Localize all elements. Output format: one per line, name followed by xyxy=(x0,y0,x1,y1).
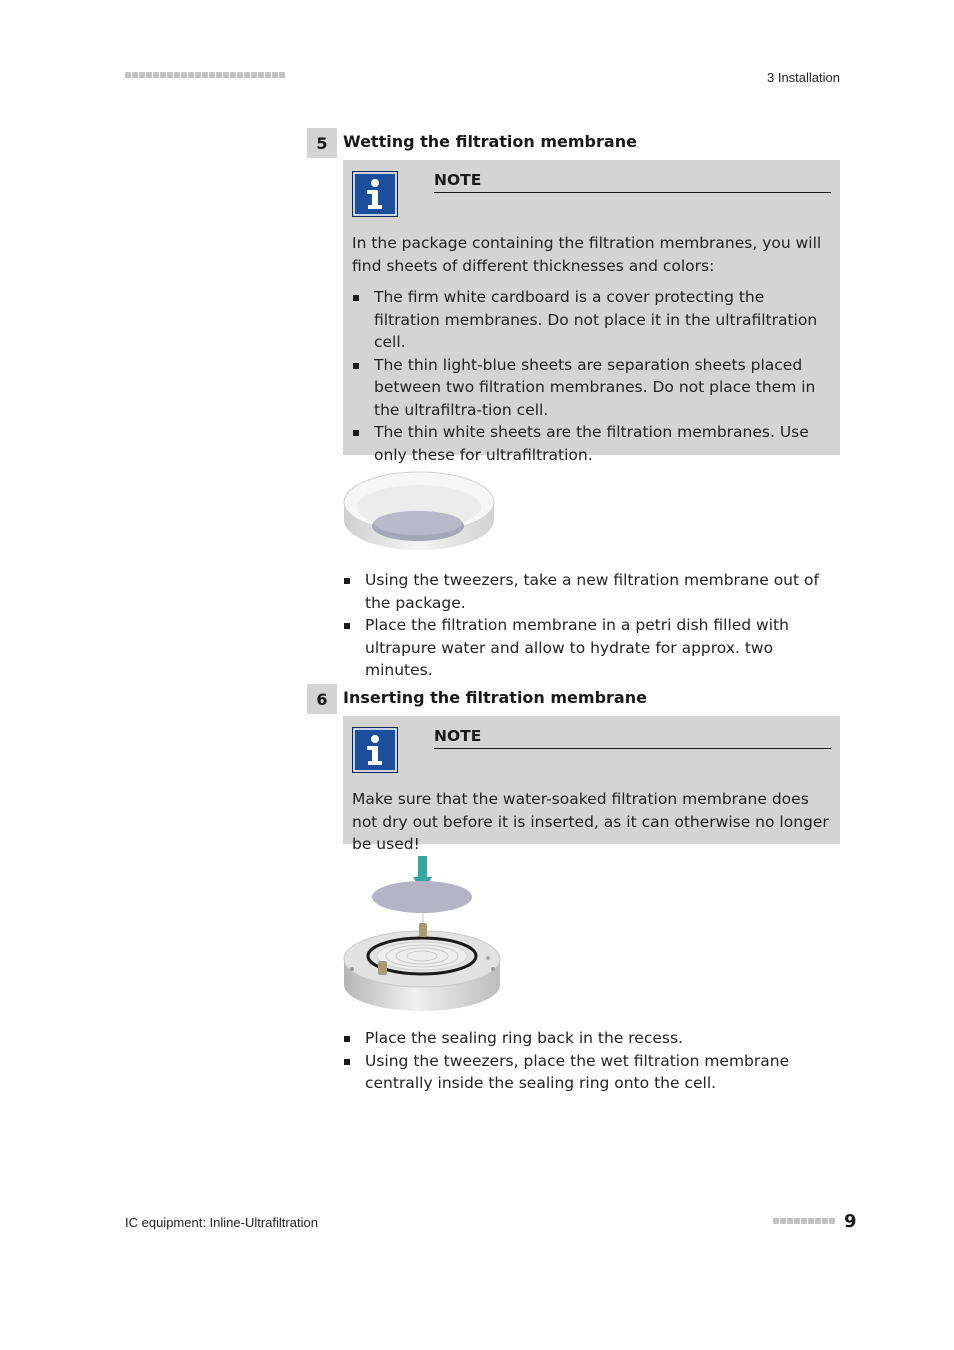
footer-decoration xyxy=(773,1218,835,1224)
list-item: The thin light-blue sheets are separation sheets placed between two filtration membranes. Do not place them in the ultrafiltra-tion cell. xyxy=(352,354,832,422)
page-number: 9 xyxy=(844,1211,857,1232)
list-item: The thin white sheets are the filtration membranes. Use only these for ultrafiltration. xyxy=(352,421,832,466)
step-number-6: 6 xyxy=(307,684,337,714)
header-decoration xyxy=(125,72,285,78)
list-item: Place the sealing ring back in the recess. xyxy=(343,1027,843,1050)
cell-membrane-illustration xyxy=(343,853,503,1019)
list-item: Place the filtration membrane in a petri dish filled with ultrapure water and allow to hydrate for approx. two minutes. xyxy=(343,614,843,682)
list-item: Using the tweezers, place the wet filtration membrane centrally inside the sealing ring onto the cell. xyxy=(343,1050,843,1095)
note-heading: NOTE xyxy=(434,726,831,749)
note-box-5 xyxy=(343,160,840,464)
info-icon xyxy=(352,727,398,773)
step5-instructions xyxy=(343,569,843,682)
note-intro: In the package containing the filtration membranes, you will find sheets of different thicknesses and colors: xyxy=(352,234,822,275)
note-box-6 xyxy=(343,716,840,853)
list-item: Using the tweezers, take a new filtration membrane out of the package. xyxy=(343,569,843,614)
info-icon xyxy=(352,171,398,217)
step-number-5: 5 xyxy=(307,128,337,158)
header-section-title: 3 Installation xyxy=(767,70,840,85)
petri-dish-illustration xyxy=(343,468,495,558)
note-text: Make sure that the water-soaked filtration membrane does not dry out before it is inserted, as it can otherwise no longer be used! xyxy=(352,790,829,853)
note-list xyxy=(352,286,832,466)
step6-instructions xyxy=(343,1027,843,1095)
note-heading: NOTE xyxy=(434,170,831,193)
step-title-5: Wetting the filtration membrane xyxy=(343,132,637,151)
list-item: The firm white cardboard is a cover protecting the filtration membranes. Do not place it in the ultrafiltration cell. xyxy=(352,286,832,354)
step-title-6: Inserting the filtration membrane xyxy=(343,688,647,707)
footer-document-title: IC equipment: Inline-Ultrafiltration xyxy=(125,1215,318,1230)
